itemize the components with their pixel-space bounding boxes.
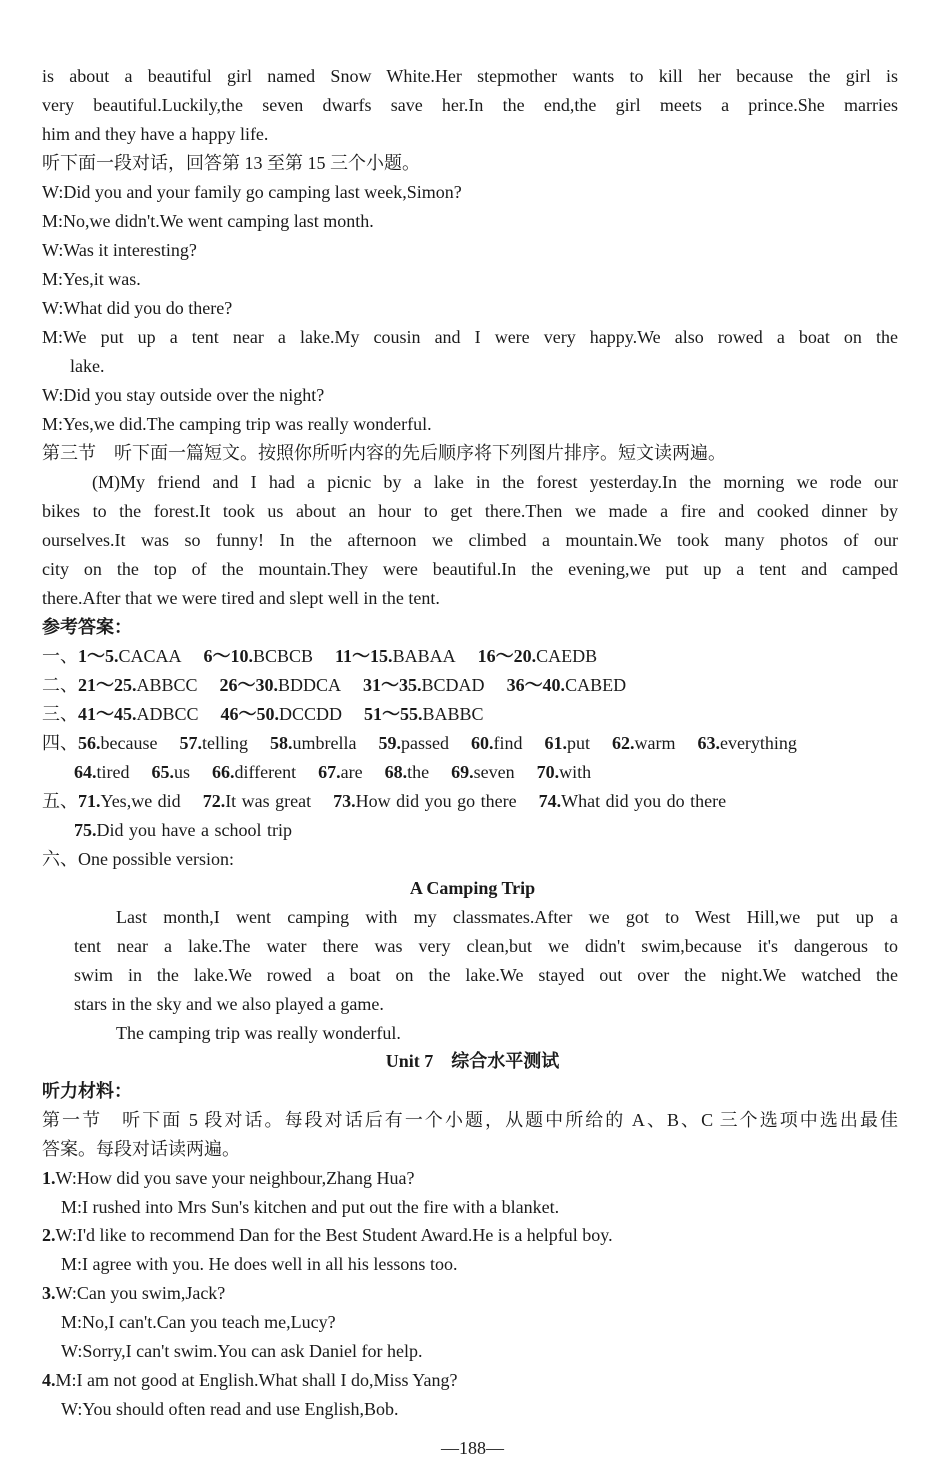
answer-number: 62.	[611, 733, 635, 753]
answer-number: 1～5.	[78, 646, 119, 666]
answer-group	[612, 733, 675, 753]
answer-row-prefix: 五、	[42, 791, 78, 811]
answer-number: 61.	[544, 733, 567, 753]
answer-value: umbrella	[292, 733, 357, 753]
answer-group	[318, 762, 362, 782]
answer-row-4-cont	[74, 760, 591, 784]
answer-number: 6～10.	[203, 646, 254, 666]
answer-group	[335, 646, 456, 666]
answer-row-6: 六、One possible version:	[42, 849, 234, 869]
answer-number: 58.	[269, 733, 293, 753]
text-line: very beautiful.Luckily,the seven dwarfs save her.In the end,the girl meets a prince.She marries	[42, 95, 898, 115]
answer-number: 36～40.	[506, 675, 566, 695]
answer-value: different	[234, 762, 297, 782]
essay-line: stars in the sky and we also played a game.	[74, 994, 384, 1014]
answer-number: 75.	[74, 820, 97, 840]
dialogue-2-w	[42, 1223, 613, 1247]
answer-group	[74, 762, 130, 782]
dialogue-line: W:Was it interesting?	[42, 240, 197, 260]
passage-line: ourselves.It was so funny! In the afternoon we climbed a mountain.We took many photos of our	[42, 530, 898, 550]
answer-group	[270, 733, 356, 753]
answer-value: us	[174, 762, 191, 782]
answer-value: CACAA	[118, 646, 182, 666]
answer-row-prefix: 三、	[42, 704, 78, 724]
answer-value: CAEDB	[536, 646, 598, 666]
answer-group	[204, 646, 314, 666]
answer-number: 60.	[470, 733, 494, 753]
answer-value: Yes,we did	[100, 791, 181, 811]
answer-group	[152, 762, 191, 782]
answer-number: 70.	[536, 762, 560, 782]
answer-number: 46～50.	[220, 704, 280, 724]
answer-number: 69.	[451, 762, 474, 782]
essay-line: The camping trip was really wonderful.	[116, 1023, 401, 1043]
answer-value: How did you go there	[355, 791, 517, 811]
question-number: 3.	[42, 1283, 56, 1303]
answer-number: 68.	[384, 762, 408, 782]
answer-number: 73.	[333, 791, 356, 811]
answer-group-list	[74, 820, 292, 840]
answer-row-4	[42, 731, 797, 755]
answer-value: find	[493, 733, 523, 753]
answer-group	[78, 791, 181, 811]
answer-value: tired	[96, 762, 130, 782]
answer-number: 51～55.	[364, 704, 423, 724]
question-number: 2.	[42, 1225, 56, 1245]
answer-value: telling	[201, 733, 248, 753]
section-instruction: 第一节 听下面 5 段对话。每段对话后有一个小题，从题中所给的 A、B、C 三个选项中选出最佳	[42, 1110, 898, 1130]
answer-row-prefix: 一、	[42, 646, 78, 666]
answer-number: 64.	[74, 762, 97, 782]
answer-group-list	[78, 704, 484, 724]
dialogue-text: W:I'd like to recommend Dan for the Best Student Award.He is a helpful boy.	[55, 1225, 613, 1245]
dialogue-line: W:Did you and your family go camping last week,Simon?	[42, 182, 462, 202]
answer-group	[451, 762, 514, 782]
answer-group	[221, 704, 343, 724]
dialogue-3-w	[42, 1281, 225, 1305]
answer-group-list	[78, 646, 597, 666]
answer-number: 67.	[318, 762, 341, 782]
passage-line: there.After that we were tired and slept well in the tent.	[42, 588, 440, 608]
page-number: —188—	[441, 1438, 504, 1458]
answer-number: 16～20.	[477, 646, 537, 666]
answer-value: seven	[473, 762, 515, 782]
dialogue-line: W:Did you stay outside over the night?	[42, 385, 325, 405]
answer-number: 66.	[212, 762, 235, 782]
answer-number: 72.	[202, 791, 226, 811]
answer-value: DCCDD	[279, 704, 343, 724]
answer-group	[378, 733, 449, 753]
dialogue-line: M:Yes,we did.The camping trip was really wonderful.	[42, 414, 432, 434]
answer-group	[385, 762, 430, 782]
question-number: 1.	[42, 1168, 56, 1188]
listening-heading: 听力材料：	[42, 1081, 132, 1101]
dialogue-line: lake.	[70, 356, 105, 376]
answer-value: everything	[719, 733, 797, 753]
answer-value: CABED	[565, 675, 627, 695]
answer-row-2	[42, 673, 626, 697]
answer-group	[78, 646, 182, 666]
answer-group	[507, 675, 627, 695]
answer-number: 56.	[78, 733, 101, 753]
dialogue-line: M:No,we didn't.We went camping last month.	[42, 211, 374, 231]
answer-key-heading: 参考答案：	[42, 617, 132, 637]
answer-group	[179, 733, 248, 753]
answer-number: 11～15.	[335, 646, 393, 666]
answer-group	[333, 791, 516, 811]
answer-value: What did you do there	[561, 791, 727, 811]
answer-row-3	[42, 702, 484, 726]
essay-line: swim in the lake.We rowed a boat on the lake.We stayed out over the night.We watched the	[74, 965, 898, 985]
section-instruction: 答案。每段对话读两遍。	[42, 1139, 240, 1159]
answer-number: 21～25.	[78, 675, 137, 695]
dialogue-line: M:We put up a tent near a lake.My cousin and I were very happy.We also rowed a boat on the	[42, 327, 898, 347]
answer-number: 26～30.	[219, 675, 279, 695]
answer-value: ABBCC	[136, 675, 198, 695]
answer-row-5	[42, 789, 726, 813]
answer-group	[539, 791, 726, 811]
essay-line: Last month,I went camping with my classmates.After we got to West Hill,we put up a	[116, 907, 898, 927]
answer-row-1	[42, 644, 597, 668]
answer-group	[220, 675, 342, 695]
answer-value: with	[559, 762, 592, 782]
answer-value: It was great	[225, 791, 312, 811]
answer-row-prefix: 二、	[42, 675, 78, 695]
section-instruction: 第三节 听下面一篇短文。按照你所听内容的先后顺序将下列图片排序。短文读两遍。	[42, 443, 726, 463]
dialogue-3-w2: W:Sorry,I can't swim.You can ask Daniel for help.	[61, 1341, 423, 1361]
passage-line: city on the top of the mountain.They were beautiful.In the evening,we put up a tent and camped	[42, 559, 898, 579]
answer-group	[78, 704, 199, 724]
dialogue-3-m: M:No,I can't.Can you teach me,Lucy?	[61, 1312, 336, 1332]
answer-group-list	[74, 762, 591, 782]
answer-number: 41～45.	[78, 704, 137, 724]
answer-group-list	[78, 675, 626, 695]
dialogue-line: W:What did you do there?	[42, 298, 233, 318]
answer-row-5-cont	[74, 818, 292, 842]
dialogue-line: M:Yes,it was.	[42, 269, 141, 289]
answer-group	[544, 733, 590, 753]
answer-number: 59.	[378, 733, 401, 753]
answer-value: BABBC	[422, 704, 484, 724]
answer-value: ADBCC	[136, 704, 199, 724]
answer-group	[478, 646, 598, 666]
answer-number: 63.	[697, 733, 720, 753]
essay-title: A Camping Trip	[409, 878, 536, 898]
answer-group	[697, 733, 796, 753]
answer-number: 31～35.	[363, 675, 422, 695]
answer-group	[471, 733, 523, 753]
answer-number: 57.	[179, 733, 202, 753]
answer-value: BCDAD	[421, 675, 485, 695]
answer-group-list	[78, 733, 797, 753]
answer-value: BABAA	[392, 646, 456, 666]
unit-title: Unit 7 综合水平测试	[385, 1051, 560, 1071]
answer-value: because	[100, 733, 158, 753]
dialogue-4-m	[42, 1368, 457, 1392]
answer-group	[74, 820, 292, 840]
answer-group	[78, 675, 198, 695]
answer-value: are	[340, 762, 363, 782]
dialogue-text: M:I am not good at English.What shall I do,Miss Yang?	[55, 1370, 458, 1390]
dialogue-text: W:How did you save your neighbour,Zhang Hua?	[55, 1168, 415, 1188]
answer-group-list	[78, 791, 726, 811]
essay-line: tent near a lake.The water there was very clean,but we didn't swim,because it's dangerous to	[74, 936, 898, 956]
answer-value: BCBCB	[253, 646, 314, 666]
answer-value: BDDCA	[278, 675, 342, 695]
passage-line: (M)My friend and I had a picnic by a lake in the forest yesterday.In the morning we rode our	[92, 472, 898, 492]
dialogue-2-m: M:I agree with you. He does well in all his lessons too.	[61, 1254, 458, 1274]
dialogue-4-w: W:You should often read and use English,Bob.	[61, 1399, 399, 1419]
dialogue-text: W:Can you swim,Jack?	[55, 1283, 226, 1303]
answer-group	[212, 762, 296, 782]
text-line: is about a beautiful girl named Snow White.Her stepmother wants to kill her because the girl is	[42, 66, 898, 86]
answer-group	[537, 762, 592, 782]
answer-value: Did you have a school trip	[96, 820, 292, 840]
answer-value: passed	[400, 733, 449, 753]
answer-group	[78, 733, 157, 753]
answer-number: 74.	[538, 791, 562, 811]
text-line: him and they have a happy life.	[42, 124, 269, 144]
answer-number: 65.	[151, 762, 174, 782]
answer-value: warm	[634, 733, 676, 753]
answer-group	[203, 791, 311, 811]
answer-value: put	[566, 733, 590, 753]
dialogue-1-w	[42, 1166, 415, 1190]
answer-number: 71.	[78, 791, 101, 811]
answer-row-prefix: 四、	[42, 733, 78, 753]
passage-line: bikes to the forest.It took us about an hour to get there.Then we made a fire and cooked dinner by	[42, 501, 898, 521]
answer-group	[363, 675, 485, 695]
dialogue-1-m: M:I rushed into Mrs Sun's kitchen and put out the fire with a blanket.	[61, 1197, 560, 1217]
answer-group	[364, 704, 484, 724]
answer-value: the	[407, 762, 430, 782]
section-instruction: 听下面一段对话，回答第 13 至第 15 三个小题。	[42, 153, 420, 173]
question-number: 4.	[42, 1370, 56, 1390]
